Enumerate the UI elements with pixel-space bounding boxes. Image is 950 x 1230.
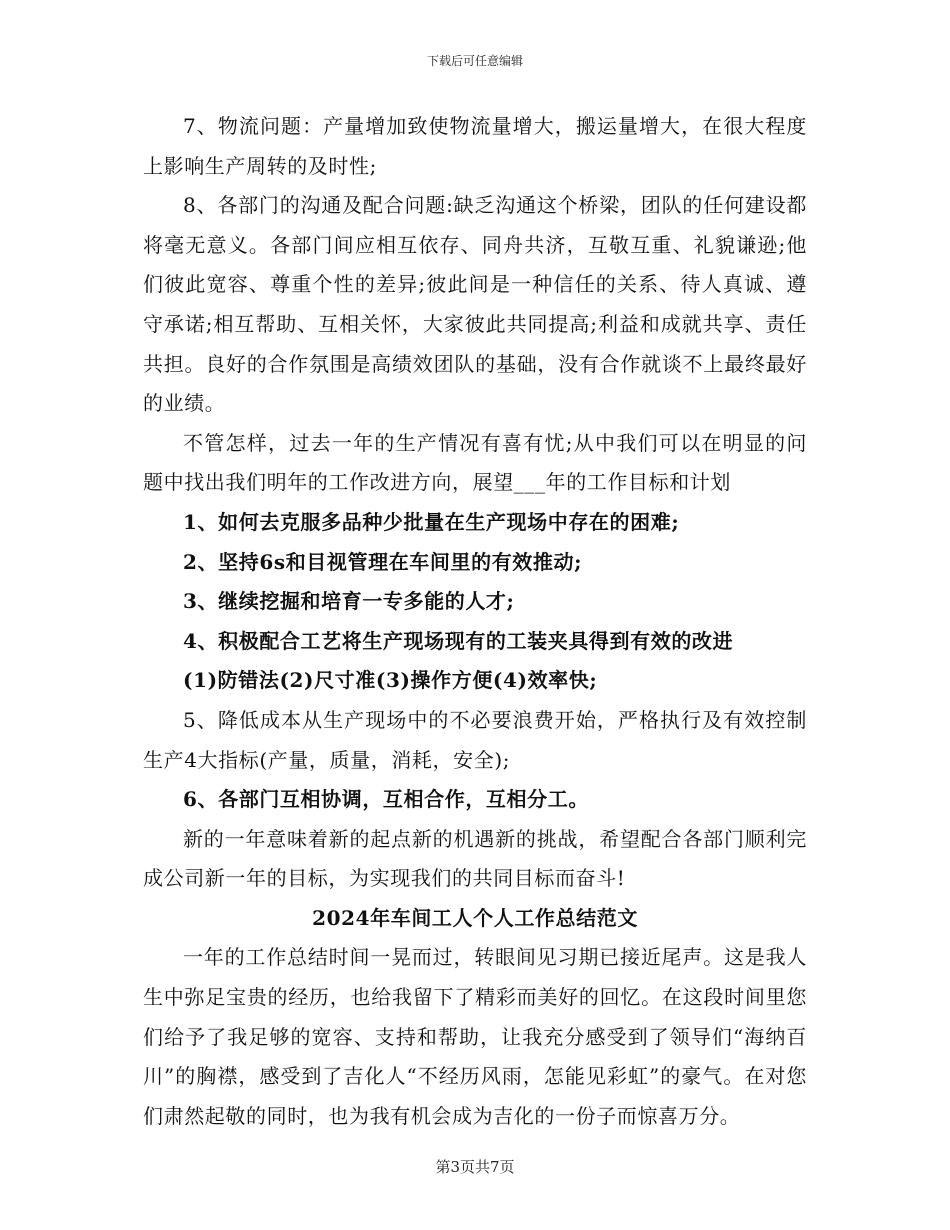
goal-item-3: 3、继续挖掘和培育一专多能的人才;: [183, 589, 515, 614]
goal-item-4: 4、积极配合工艺将生产现场现有的工装夹具得到有效的改进: [183, 628, 734, 653]
goal-item-2: 2、坚持6s和目视管理在车间里的有效推动;: [183, 549, 583, 574]
paragraph-summary-intro: 一年的工作总结时间一晃而过，转眼间见习期已接近尾声。这是我人生中弥足宝贵的经历，也给我留下了精彩而美好的回忆。在这段时间里您们给予了我足够的宽容、支持和帮助，让我充分感受到了领导们“海纳百川”的胸襟，感受到了吉化人“不经历风雨，怎能见彩虹”的豪气。在对您们肃然起敬的同时，也为我有机会成为吉化的一份子而惊喜万分。: [143, 945, 807, 1128]
goal-item-5: 5、降低成本从生产现场中的不必要浪费开始，严格执行及有效控制生产4大指标(产量，质量，消耗，安全);: [143, 707, 807, 772]
section-title: 2024年车间工人个人工作总结范文: [312, 905, 638, 930]
goal-item-1: 1、如何去克服多品种少批量在生产现场中存在的困难;: [183, 509, 680, 534]
goal-item-4-details: (1)防错法(2)尺寸准(3)操作方便(4)效率快;: [183, 668, 598, 693]
paragraph-closing-wish: 新的一年意味着新的起点新的机遇新的挑战，希望配合各部门顺利完成公司新一年的目标，为实现我们的共同目标而奋斗!: [143, 826, 807, 891]
paragraph-outlook: 不管怎样，过去一年的生产情况有喜有忧;从中我们可以在明显的问题中找出我们明年的工作改进方向，展望___年的工作目标和计划: [143, 430, 807, 495]
page-footer: 第3页共7页: [435, 1158, 515, 1176]
page-header: 下载后可任意编辑: [426, 54, 523, 68]
paragraph-logistics: 7、物流问题：产量增加致使物流量增大，搬运量增大，在很大程度上影响生产周转的及时性;: [143, 114, 807, 178]
goal-item-6: 6、各部门互相协调，互相合作，互相分工。: [183, 787, 589, 812]
document-body: [143, 107, 807, 1136]
paragraph-communication: 8、各部门的沟通及配合问题:缺乏沟通这个桥梁，团队的任何建设都将毫无意义。各部门间应相互依存、同舟共济，互敬互重、礼貌谦逊;他们彼此宽容、尊重个性的差异;彼此间是一种信任的关系、待人真诚、遵守承诺;相互帮助、互相关怀，大家彼此共同提高;利益和成就共享、责任共担。良好的合作氛围是高绩效团队的基础，没有合作就谈不上最终最好的业绩。: [143, 193, 807, 416]
